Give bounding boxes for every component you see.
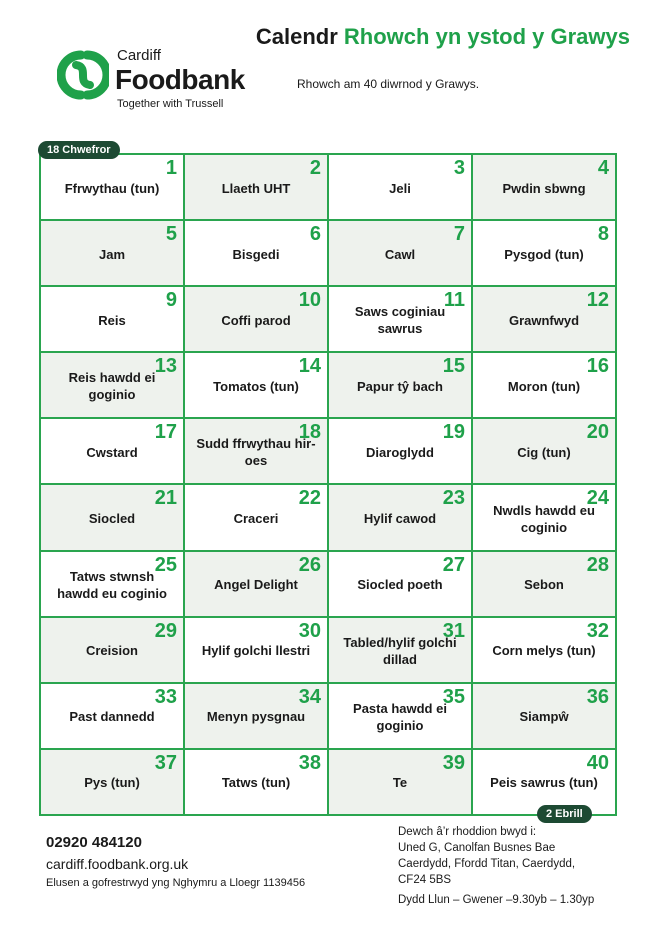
- calendar-day-cell: [329, 221, 471, 285]
- calendar-day-cell: [473, 684, 615, 748]
- day-item-label: Tabled/hylif golchi dillad: [343, 634, 457, 667]
- day-item-label: Jam: [98, 246, 126, 262]
- day-item-label: Bisgedi: [232, 246, 280, 262]
- day-number: 12: [586, 289, 609, 312]
- title-green: Rhowch yn ystod y Grawys: [343, 24, 630, 49]
- day-number: 26: [298, 553, 321, 576]
- calendar-grid: [39, 153, 617, 816]
- day-number: 2: [309, 157, 321, 179]
- website-link[interactable]: cardiff.foodbank.org.uk: [46, 856, 189, 872]
- day-number: 9: [165, 289, 177, 312]
- day-number: 31: [442, 619, 465, 642]
- day-number: 11: [443, 289, 465, 312]
- calendar-day-cell: [185, 750, 327, 814]
- day-item-label: Grawnfwyd: [508, 312, 580, 328]
- day-number: 16: [586, 355, 609, 378]
- day-number: 21: [154, 487, 177, 510]
- foodbank-logo-icon: [57, 49, 109, 101]
- day-item-label: Pys (tun): [84, 775, 140, 791]
- calendar-day-cell: [329, 353, 471, 417]
- logo-cardiff-text: Cardiff: [117, 47, 161, 64]
- day-number: 23: [442, 487, 465, 510]
- address-line: Uned G, Canolfan Busnes Bae: [398, 842, 556, 854]
- day-number: 17: [154, 421, 177, 444]
- calendar-day-cell: [473, 419, 615, 483]
- day-number: 4: [597, 157, 609, 179]
- calendar-day-cell: [473, 155, 615, 219]
- calendar-day-cell: [329, 750, 471, 814]
- page-subtitle: Rhowch am 40 diwrnod y Grawys.: [297, 77, 480, 91]
- day-item-label: Hylif cawod: [363, 511, 437, 527]
- calendar-day-cell: [185, 419, 327, 483]
- address-line: CF24 5BS: [398, 874, 452, 886]
- day-number: 14: [298, 355, 321, 378]
- calendar-day-cell: [41, 353, 183, 417]
- day-item-label: Cwstard: [86, 444, 138, 460]
- calendar-day-cell: [473, 353, 615, 417]
- day-number: 29: [154, 619, 177, 642]
- day-item-label: Te: [392, 775, 408, 791]
- logo-foodbank-text: Foodbank: [115, 64, 245, 95]
- day-number: 10: [298, 289, 321, 312]
- page-title: [256, 24, 630, 50]
- day-number: 7: [453, 223, 465, 246]
- calendar-day-cell: [329, 485, 471, 549]
- address-line: Caerdydd, Ffordd Titan, Caerdydd,: [398, 858, 576, 870]
- day-number: 32: [586, 619, 609, 642]
- start-date-badge: 18 Chwefror: [38, 141, 120, 159]
- calendar-day-cell: [41, 552, 183, 616]
- calendar-day-cell: [41, 485, 183, 549]
- logo-tagline: Together with Trussell: [117, 98, 224, 110]
- day-number: 40: [586, 751, 609, 774]
- day-item-label: Saws coginiau sawrus: [354, 304, 446, 337]
- day-item-label: Papur tŷ bach: [357, 378, 443, 394]
- calendar-day-cell: [473, 287, 615, 351]
- calendar-day-cell: [473, 485, 615, 549]
- day-item-label: Moron (tun): [507, 378, 581, 394]
- calendar-day-cell: [41, 618, 183, 682]
- calendar-day-cell: [41, 419, 183, 483]
- day-item-label: Corn melys (tun): [492, 643, 596, 659]
- day-item-label: Creision: [85, 643, 138, 659]
- day-number: 38: [298, 751, 321, 774]
- calendar-day-cell: [41, 684, 183, 748]
- day-item-label: Nwdls hawdd eu coginio: [493, 502, 595, 535]
- calendar-day-cell: [41, 155, 183, 219]
- charity-registration: Elusen a gofrestrwyd yng Nghymru a Lloegr 1139456: [46, 877, 306, 889]
- day-item-label: Cig (tun): [517, 444, 571, 460]
- calendar-day-cell: [41, 287, 183, 351]
- calendar-day-cell: [473, 618, 615, 682]
- day-item-label: Pwdin sbwng: [502, 180, 586, 196]
- calendar-day-cell: [185, 684, 327, 748]
- day-item-label: Menyn pysgnau: [206, 709, 306, 725]
- calendar-day-cell: [41, 221, 183, 285]
- day-number: 28: [586, 553, 609, 576]
- day-number: 34: [298, 685, 321, 708]
- calendar-day-cell: [185, 618, 327, 682]
- day-number: 5: [165, 223, 177, 246]
- day-item-label: Pasta hawdd ei goginio: [353, 700, 447, 733]
- day-item-label: Jeli: [389, 180, 411, 196]
- title-black: Calendr: [255, 24, 338, 49]
- day-item-label: Ffrwythau (tun): [64, 180, 160, 196]
- day-item-label: Pysgod (tun): [504, 246, 584, 262]
- day-number: 36: [586, 685, 609, 708]
- day-item-label: Siocled: [88, 511, 136, 527]
- day-number: 6: [309, 223, 321, 246]
- calendar-day-cell: [185, 552, 327, 616]
- day-number: 37: [154, 751, 177, 774]
- day-number: 15: [442, 355, 465, 378]
- calendar-day-cell: [185, 485, 327, 549]
- day-number: 35: [442, 685, 465, 708]
- day-number: 39: [442, 751, 465, 774]
- phone-number: 02920 484120: [46, 834, 142, 851]
- day-number: 33: [154, 685, 177, 708]
- calendar-day-cell: [185, 155, 327, 219]
- day-number: 30: [298, 619, 321, 642]
- day-number: 19: [442, 421, 465, 444]
- day-item-label: Reis hawdd ei goginio: [68, 370, 156, 403]
- foodbank-logo: [57, 44, 257, 116]
- calendar-day-cell: [329, 684, 471, 748]
- day-item-label: Hylif golchi llestri: [201, 643, 311, 659]
- day-item-label: Reis: [98, 312, 126, 328]
- day-number: 1: [165, 157, 177, 179]
- dropoff-address: [398, 824, 618, 888]
- day-item-label: Siampŵ: [519, 709, 569, 725]
- day-item-label: Angel Delight: [214, 577, 298, 593]
- calendar-day-cell: [329, 419, 471, 483]
- day-item-label: Tatws stwnsh hawdd eu coginio: [57, 568, 167, 601]
- day-item-label: Tomatos (tun): [213, 378, 299, 394]
- day-number: 22: [298, 487, 321, 510]
- address-line: Dewch â’r rhoddion bwyd i:: [398, 826, 537, 838]
- calendar-day-cell: [185, 353, 327, 417]
- calendar-day-cell: [329, 552, 471, 616]
- day-number: 25: [154, 553, 177, 576]
- day-item-label: Diaroglydd: [366, 444, 434, 460]
- day-number: 24: [586, 487, 609, 510]
- calendar-day-cell: [329, 618, 471, 682]
- calendar-day-cell: [329, 155, 471, 219]
- day-item-label: Craceri: [233, 511, 279, 527]
- calendar-day-cell: [185, 287, 327, 351]
- day-number: 3: [453, 157, 465, 179]
- day-item-label: Peis sawrus (tun): [490, 775, 598, 791]
- day-number: 27: [442, 553, 465, 576]
- day-item-label: Past dannedd: [69, 709, 155, 725]
- calendar-day-cell: [185, 221, 327, 285]
- calendar-day-cell: [41, 750, 183, 814]
- day-item-label: Cawl: [384, 246, 416, 262]
- day-item-label: Sebon: [524, 577, 564, 593]
- day-item-label: Llaeth UHT: [221, 180, 291, 196]
- calendar-day-cell: [473, 552, 615, 616]
- opening-hours: Dydd Llun – Gwener –9.30yb – 1.30yp: [398, 894, 595, 906]
- day-item-label: Sudd ffrwythau hir-oes: [196, 436, 316, 469]
- day-item-label: Tatws (tun): [221, 775, 291, 791]
- day-number: 13: [154, 355, 177, 378]
- day-number: 20: [586, 421, 609, 444]
- calendar-day-cell: [473, 221, 615, 285]
- end-date-badge: 2 Ebrill: [537, 805, 592, 823]
- day-number: 18: [298, 421, 321, 444]
- day-number: 8: [597, 223, 609, 246]
- day-item-label: Siocled poeth: [357, 577, 443, 593]
- day-item-label: Coffi parod: [221, 312, 291, 328]
- calendar-day-cell: [329, 287, 471, 351]
